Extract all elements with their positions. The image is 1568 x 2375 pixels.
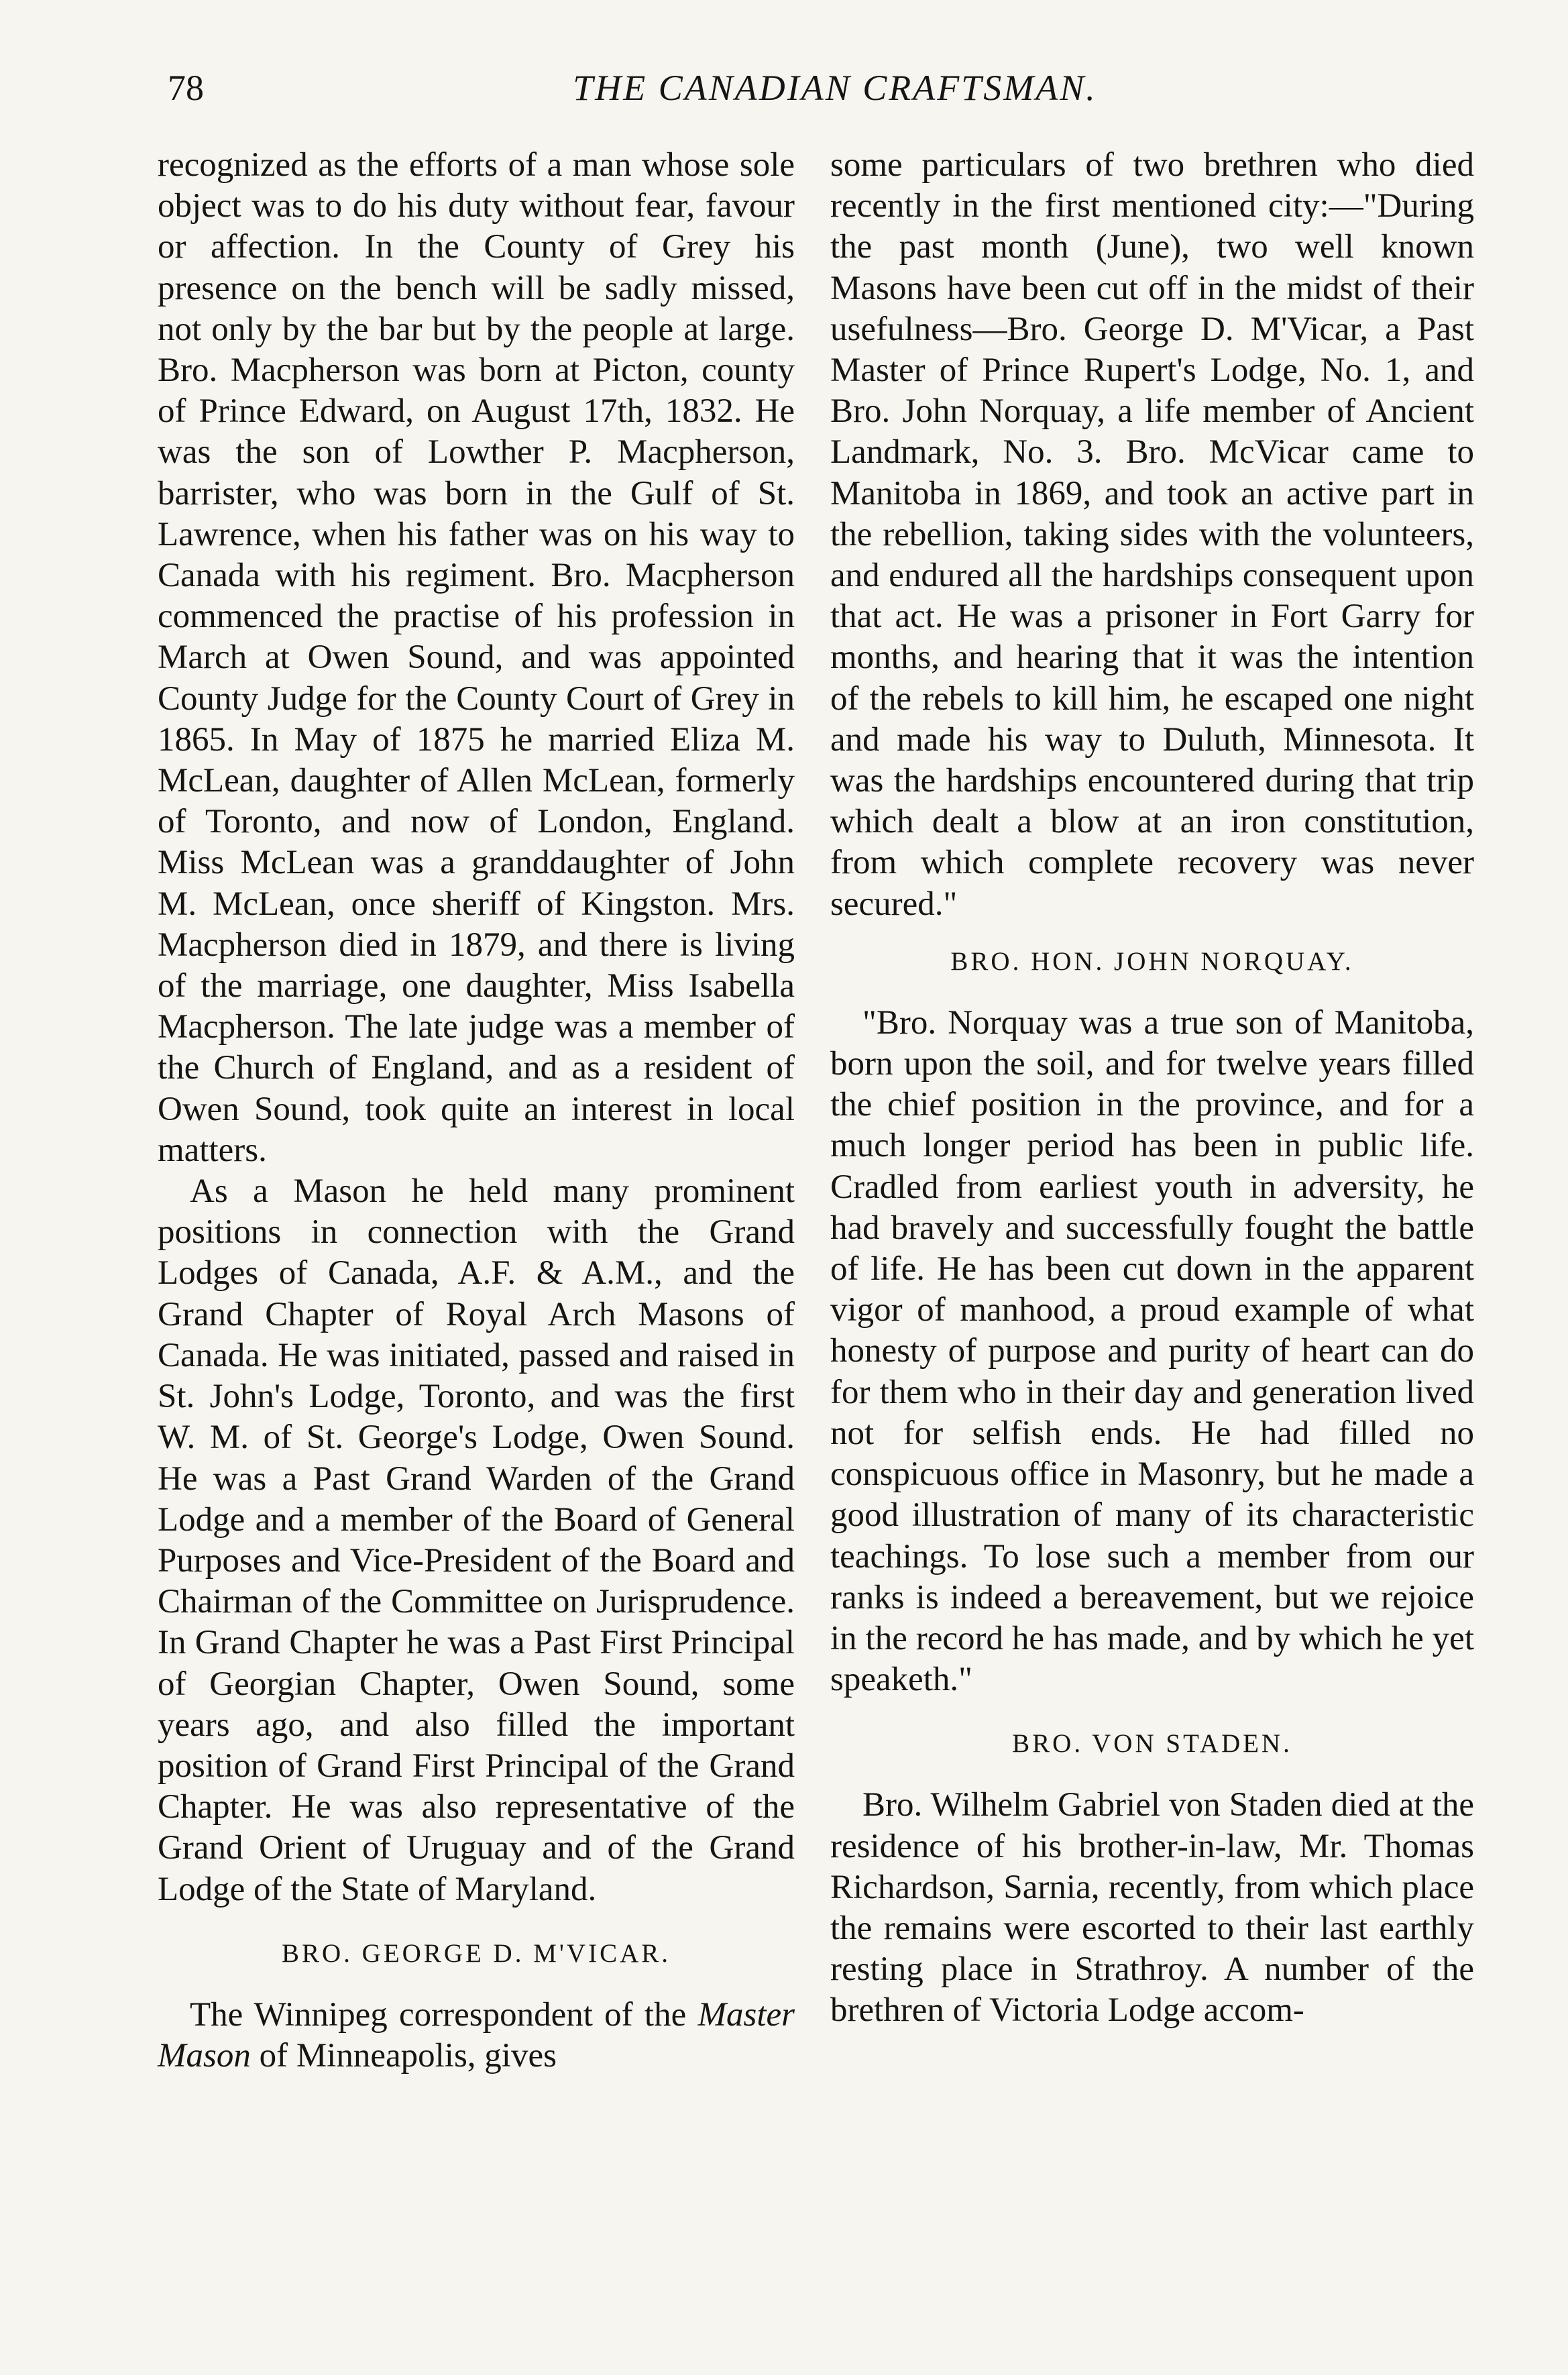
- page-number: 78: [168, 68, 204, 108]
- right-column: [830, 145, 1474, 2032]
- paragraph-mcvicar-account: some particulars of two brethren who died recently in the first mentioned city:—"During the past month (June), two well known Masons have been cut off in the midst of their usefulness—Bro. George D. M'Vicar, a Past Master of Prince Rupert's Lodge, No. 1, and Bro. John Norquay, a life member of Ancient Landmark, No. 3. Bro. McVicar came to Manitoba in 1869, and took an active part in the rebellion, taking sides with the volunteers, and endured all the hardships consequent upon that act. He was a prisoner in Fort Garry for months, and hearing that it was the intention of the rebels to kill him, he escaped one night and made his way to Duluth, Minnesota. It was the hardships encountered during that trip which dealt a blow at an iron constitution, from which complete recovery was never secured.": [830, 146, 1474, 923]
- paragraph-norquay: "Bro. Norquay was a true son of Manitoba, born upon the soil, and for twelve years filled the chief position in the province, and for a much longer period has been in public life. Cradled from earliest youth in adversity, he had bravely and successfully fought the battle of life. He has been cut down in the apparent vigor of manhood, a proud example of what honesty of purpose and purity of heart can do for them who in their day and generation lived not for selfish ends. He had filled no conspicuous office in Masonry, but he made a good illustration of many of its characteristic teachings. To lose such a member from our ranks is indeed a bereavement, but we rejoice in the record he has made, and by which he yet speaketh.": [830, 1003, 1474, 1699]
- paragraph-von-staden: Bro. Wilhelm Gabriel von Staden died at the residence of his brother-in-law, Mr. Thomas Richardson, Sarnia, recently, from which place the remains were escorted to their last earthly resting place in Strathroy. A number of the brethren of Victoria Lodge accom-: [830, 1786, 1474, 2030]
- winnipeg-intro-end: of Minneapolis, gives: [259, 2036, 557, 2075]
- heading-mcvicar: BRO. GEORGE D. M'VICAR.: [281, 1938, 671, 1968]
- paragraph-macpherson-masonic: As a Mason he held many prominent positions in connection with the Grand Lodges of Canada, A.F. & A.M., and the Grand Chapter of Royal Arch Masons of Canada. He was initiated, passed and raised in St. John's Lodge, Toronto, and was the first W. M. of St. George's Lodge, Owen Sound. He was a Past Grand Warden of the Grand Lodge and a member of the Board of General Purposes and Vice-President of the Board and Chairman of the Committee on Jurisprudence. In Grand Chapter he was a Past First Principal of Georgian Chapter, Owen Sound, some years ago, and also filled the important position of Grand First Principal of the Grand Chapter. He was also representative of the Grand Orient of Uruguay and of the Grand Lodge of the State of Maryland.: [158, 1172, 795, 1908]
- heading-norquay: BRO. HON. JOHN NORQUAY.: [950, 946, 1354, 976]
- left-column: [158, 145, 795, 2077]
- heading-von-staden: BRO. VON STADEN.: [1012, 1729, 1292, 1759]
- winnipeg-intro-start: The Winnipeg correspondent of the: [190, 1995, 687, 2034]
- paragraph-winnipeg-intro: [158, 1995, 795, 2077]
- page-header: [168, 67, 1502, 121]
- paragraph-macpherson-biography: recognized as the efforts of a man whose sole object was to do his duty without fear, favour or affection. In the County of Grey his presence on the bench will be sadly missed, not only by the bar but by the people at large. Bro. Macpherson was born at Picton, county of Prince Edward, on August 17th, 1832. He was the son of Lowther P. Macpherson, barrister, who was born in the Gulf of St. Lawrence, when his father was on his way to Canada with his regiment. Bro. Macpherson commenced the practise of his profession in March at Owen Sound, and was appointed County Judge for the County Court of Grey in 1865. In May of 1875 he married Eliza M. McLean, daughter of Allen McLean, formerly of Toronto, and now of London, England. Miss McLean was a granddaughter of John M. McLean, once sheriff of Kingston. Mrs. Macpherson died in 1879, and there is living of the marriage, one daughter, Miss Isabella Macpherson. The late judge was a member of the Church of England, and as a resident of Owen Sound, took quite an interest in local matters.: [158, 146, 795, 1169]
- magazine-name: Master Mason: [158, 1995, 795, 2075]
- running-title: THE CANADIAN CRAFTSMAN.: [573, 68, 1097, 108]
